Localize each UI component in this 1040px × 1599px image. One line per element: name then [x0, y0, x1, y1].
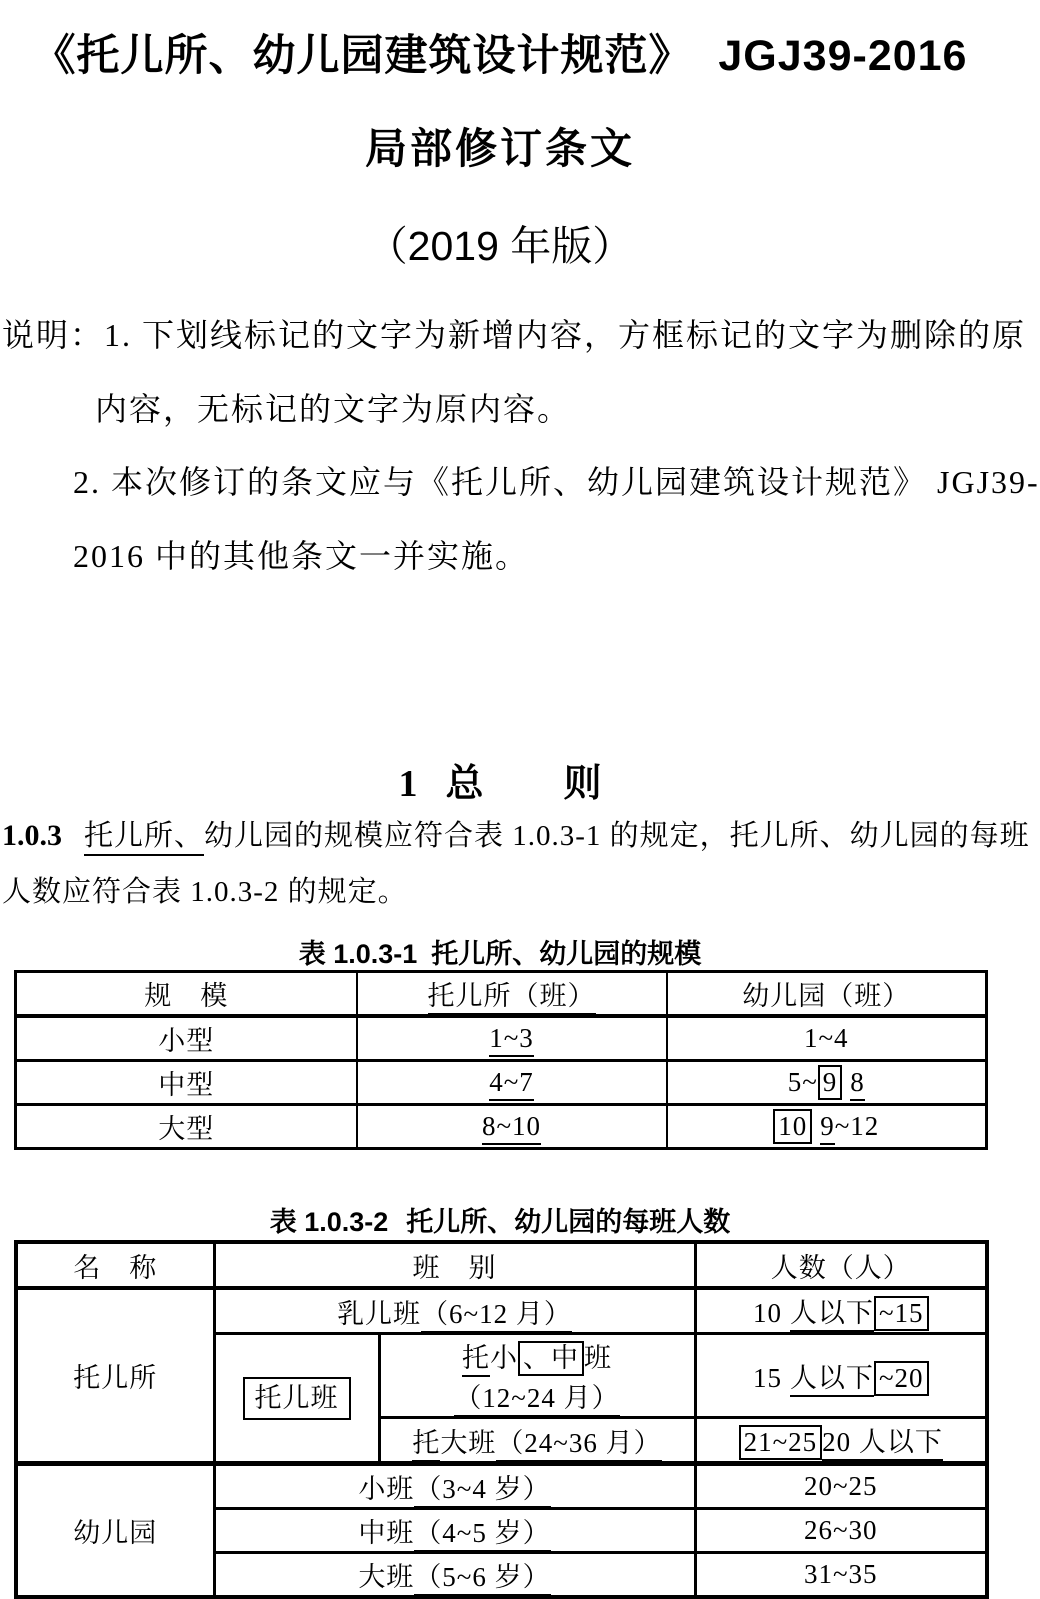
table-1-0-3-2: [14, 1240, 989, 1599]
nursery-medium: [357, 1061, 667, 1105]
class-infant: [214, 1288, 695, 1334]
added-text-mark: （6~12 月）: [421, 1299, 572, 1333]
class-text: 小班: [358, 1474, 415, 1505]
deleted-text-mark: 、中: [518, 1341, 584, 1376]
nursery-small: [357, 1016, 667, 1061]
count-kg-big: 31~35: [695, 1553, 987, 1598]
table-1-0-3-1: [14, 970, 988, 1150]
added-text-mark: （5~6 岁）: [414, 1562, 550, 1596]
table2-row-infant: [16, 1288, 987, 1334]
deleted-text-mark: ~20: [874, 1361, 929, 1396]
added-text-mark: 托儿所（班）: [428, 981, 596, 1015]
added-text-mark: （3~4 岁）: [414, 1474, 550, 1508]
added-text-mark: 托: [412, 1428, 440, 1462]
class-text: 班: [584, 1343, 612, 1374]
added-text-mark: 托儿所、: [431, 939, 539, 973]
notes-line-4: 2016 中的其他条文一并实施。: [73, 538, 530, 574]
table2-header-row: [16, 1242, 987, 1288]
table2-caption: [0, 1200, 1000, 1239]
table1-header-row: [16, 972, 987, 1017]
notes-line-3: 2. 本次修订的条文应与《托儿所、幼儿园建筑设计规范》 JGJ39-: [73, 464, 1040, 500]
nursery-large: [357, 1105, 667, 1149]
count-infant: [695, 1288, 987, 1334]
table1-header-kindergarten: 幼儿园（班）: [667, 972, 987, 1017]
deleted-group-cell: [214, 1334, 379, 1464]
table1-caption-label: 表 1.0.3-1: [298, 939, 418, 969]
deleted-text-mark: 托儿班: [243, 1377, 351, 1420]
count-kg-medium: 26~30: [695, 1509, 987, 1553]
clause-number: 1.0.3: [2, 819, 62, 852]
table1-caption-rest: 幼儿园的规模: [539, 939, 702, 969]
table1-row-medium: [16, 1061, 987, 1105]
chapter-number: 1: [398, 763, 418, 805]
table1-row-small: [16, 1016, 987, 1061]
value-text: 5~: [787, 1066, 818, 1097]
group-nursery: 托儿所: [16, 1288, 214, 1464]
table1-header-scale: 规 模: [16, 972, 357, 1017]
edition-year: （2019 年版）: [366, 223, 634, 269]
added-text-mark: 人以下: [790, 1298, 874, 1332]
table1-caption: [0, 932, 1000, 971]
table2-header-count: 人数（人）: [695, 1242, 987, 1288]
class-text: 大班: [358, 1562, 415, 1593]
added-text-mark: 托: [462, 1343, 490, 1377]
added-text-mark: 20 人以下: [822, 1427, 943, 1461]
notes-line-2: 内容，无标记的文字为原内容。: [95, 391, 572, 427]
scale-small: 小型: [16, 1016, 357, 1061]
count-toddler-small: [695, 1334, 987, 1418]
group-kindergarten: 幼儿园: [16, 1464, 214, 1598]
added-text-mark: 人以下: [790, 1363, 874, 1397]
chapter-title-word-1: 总: [445, 763, 484, 805]
class-text: 大班: [440, 1427, 497, 1458]
added-text-mark: （12~24 月）: [454, 1383, 619, 1417]
deleted-text-mark: 10: [773, 1109, 812, 1144]
value-text: ~12: [834, 1110, 880, 1141]
class-toddler-small: [379, 1334, 695, 1418]
added-text-mark: （24~36 月）: [496, 1428, 661, 1462]
class-text: 中班: [358, 1518, 415, 1549]
kindergarten-medium: [667, 1061, 987, 1105]
clause-text: 幼儿园的规模应符合表 1.0.3-1 的规定，托儿所、幼儿园的每班: [204, 820, 1030, 852]
class-text: 乳儿班: [337, 1298, 422, 1329]
added-text-mark: 4~7: [489, 1067, 534, 1101]
clause-1-0-3-line-1: [2, 813, 1030, 854]
table2-header-class: 班 别: [214, 1242, 695, 1288]
clause-1-0-3-line-2: 人数应符合表 1.0.3-2 的规定。: [2, 876, 408, 908]
added-text-mark: 托儿所、: [84, 820, 204, 856]
class-kg-medium: [214, 1509, 695, 1553]
added-text-mark: 8~10: [482, 1111, 541, 1145]
count-toddler-big: [695, 1418, 987, 1464]
notes-line-1: 说明：1. 下划线标记的文字为新增内容，方框标记的文字为删除的原: [2, 317, 1027, 353]
class-text: 小: [490, 1343, 518, 1374]
value-text: 10: [752, 1298, 782, 1328]
added-text-mark: （4~5 岁）: [414, 1518, 550, 1552]
kindergarten-small: 1~4: [667, 1016, 987, 1061]
table2-header-name: 名 称: [16, 1242, 214, 1288]
chapter-heading: [0, 752, 1000, 807]
kindergarten-large: [667, 1105, 987, 1149]
table1-row-large: [16, 1105, 987, 1149]
scale-medium: 中型: [16, 1061, 357, 1105]
deleted-text-mark: ~15: [874, 1296, 929, 1331]
added-text-mark: 9: [820, 1111, 835, 1145]
table2-caption-rest: 托儿所、幼儿园的每班人数: [406, 1207, 731, 1237]
table2-caption-label: 表 1.0.3-2: [269, 1207, 389, 1237]
table1-header-nursery: [357, 972, 667, 1017]
table2-row-kg-small: [16, 1464, 987, 1509]
class-toddler-big: [379, 1418, 695, 1464]
count-kg-small: 20~25: [695, 1464, 987, 1509]
value-text: 15: [752, 1362, 782, 1393]
deleted-text-mark: 21~25: [739, 1425, 823, 1460]
deleted-text-mark: 9: [818, 1065, 843, 1100]
document-title: 《托儿所、幼儿园建筑设计规范》 JGJ39-2016: [32, 32, 968, 80]
class-kg-small: [214, 1464, 695, 1509]
added-text-mark: 8: [850, 1067, 865, 1101]
added-text-mark: 1~3: [489, 1023, 534, 1057]
scale-large: 大型: [16, 1105, 357, 1149]
chapter-title-word-2: 则: [563, 763, 602, 805]
class-kg-big: [214, 1553, 695, 1598]
document-subtitle: 局部修订条文: [364, 125, 635, 172]
